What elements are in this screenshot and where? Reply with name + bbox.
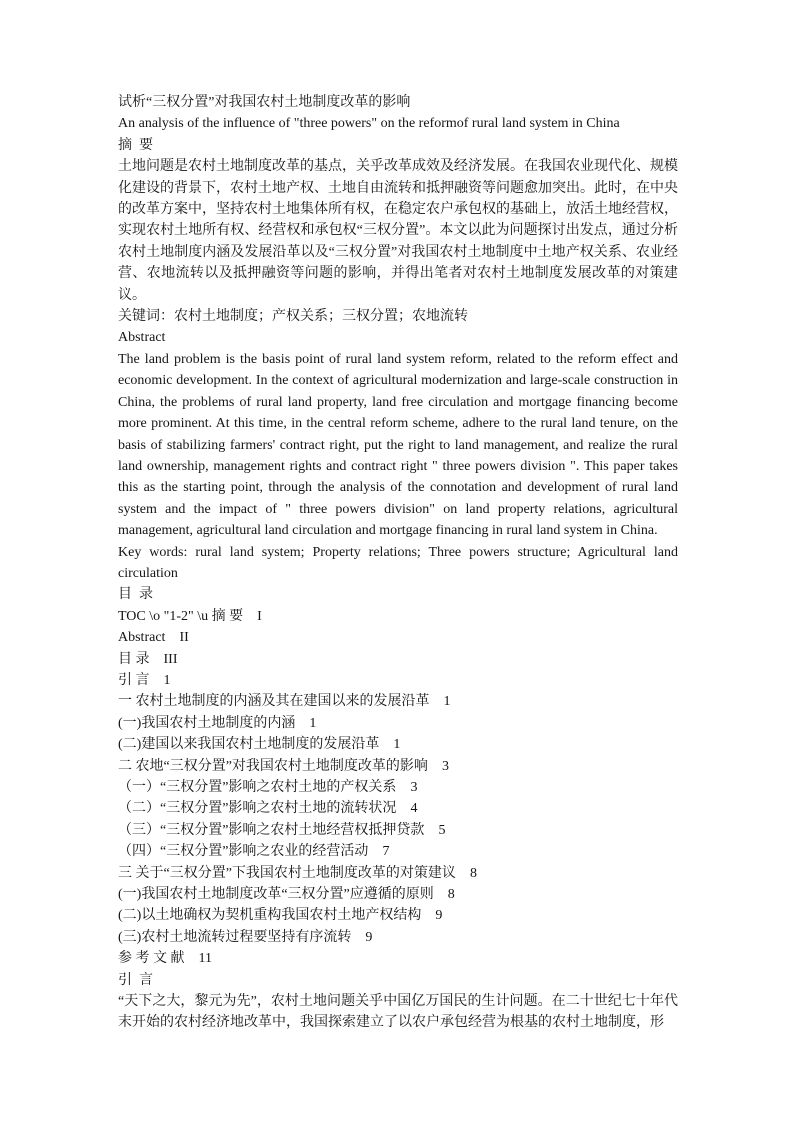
- toc-row: [118, 841, 678, 862]
- abstract-cn-body: 土地问题是农村土地制度改革的基点，关乎改革成效及经济发展。在我国农业现代化、规模化建设的背景下，农村土地产权、土地自由流转和抵押融资等问题愈加突出。此时，在中央的改革方案中，坚持农村土地集体所有权，在稳定农户承包权的基础上，放活土地经营权，实现农村土地所有权、经营权和承包权“三权分置”。本文以此为问题探讨出发点，通过分析农村土地制度内涵及发展沿革以及“三权分置”对我国农村土地制度中土地产权关系、农业经营、农地流转以及抵押融资等问题的影响，并得出笔者对农村土地制度发展改革的对策建议。: [118, 159, 678, 303]
- toc-entry-page: 9: [365, 929, 373, 945]
- toc-row: [118, 798, 678, 819]
- toc-list: [118, 606, 678, 970]
- toc-entry-page: 7: [382, 844, 390, 860]
- toc-row: [118, 627, 678, 648]
- toc-entry-page: III: [163, 651, 178, 667]
- toc-row: [118, 884, 678, 905]
- toc-entry-label: 三 关于“三权分置”下我国农村土地制度改革的对策建议: [118, 865, 456, 881]
- toc-entry-page: 1: [309, 715, 317, 731]
- toc-entry-label: （一）“三权分置”影响之农村土地的产权关系: [118, 780, 397, 795]
- toc-entry-page: 8: [469, 865, 477, 881]
- toc-entry-label: 目 录: [118, 651, 150, 667]
- toc-row: [118, 905, 678, 926]
- paper-title-cn: 试析“三权分置”对我国农村土地制度改革的影响: [118, 95, 411, 110]
- paper-title-en: An analysis of the influence of "three powers" on the reformof rural land system in China: [118, 116, 620, 132]
- toc-entry-page: 1: [163, 672, 171, 688]
- document-page: [118, 92, 678, 1034]
- toc-entry-label: 引 言: [118, 672, 150, 688]
- toc-row: [118, 777, 678, 798]
- toc-entry-label: （四）“三权分置”影响之农业的经营活动: [118, 844, 369, 860]
- toc-row: [118, 691, 678, 712]
- toc-entry-page: 3: [410, 780, 418, 795]
- toc-entry-label: 二 农地“三权分置”对我国农村土地制度改革的影响: [118, 758, 428, 774]
- toc-row: [118, 820, 678, 841]
- toc-entry-page: 1: [443, 694, 451, 710]
- toc-entry-page: 8: [447, 887, 455, 903]
- toc-entry-page: II: [179, 630, 189, 646]
- toc-row: [118, 606, 678, 627]
- keywords-en: Key words: rural land system; Property relations; Three powers structure; Agricultural land circulation: [118, 544, 678, 581]
- toc-entry-page: 3: [441, 758, 449, 774]
- toc-row: [118, 927, 678, 948]
- toc-row: [118, 649, 678, 670]
- toc-heading: 目 录: [118, 587, 153, 603]
- toc-entry-page: 1: [393, 737, 401, 753]
- toc-entry-label: （三）“三权分置”影响之农村土地经营权抵押贷款: [118, 822, 425, 838]
- toc-row: [118, 948, 678, 969]
- toc-row: [118, 670, 678, 691]
- toc-entry-label: (三)农村土地流转过程要坚持有序流转: [118, 929, 352, 945]
- toc-entry-label: 参 考 文 献: [118, 951, 185, 967]
- toc-entry-label: TOC \o "1-2" \u 摘 要: [118, 608, 244, 624]
- toc-entry-page: 4: [410, 801, 418, 817]
- toc-entry-label: （二）“三权分置”影响之农村土地的流转状况: [118, 801, 397, 817]
- abstract-cn-heading: 摘 要: [118, 137, 153, 153]
- toc-entry-label: (二)以土地确权为契机重构我国农村土地产权结构: [118, 908, 422, 924]
- toc-entry-page: 9: [435, 908, 443, 924]
- toc-row: [118, 863, 678, 884]
- toc-row: [118, 713, 678, 734]
- toc-entry-label: (二)建国以来我国农村土地制度的发展沿革: [118, 737, 380, 753]
- keywords-cn: 关键词：农村土地制度；产权关系；三权分置；农地流转: [118, 309, 468, 325]
- toc-entry-page: I: [257, 608, 262, 624]
- toc-entry-label: 一 农村土地制度的内涵及其在建国以来的发展沿革: [118, 694, 430, 710]
- toc-entry-page: 11: [198, 951, 212, 967]
- toc-entry-label: (一)我国农村土地制度改革“三权分置”应遵循的原则: [118, 887, 434, 903]
- toc-entry-label: (一)我国农村土地制度的内涵: [118, 715, 296, 731]
- toc-entry-page: 5: [438, 822, 446, 838]
- introduction-body: “天下之大，黎元为先”，农村土地问题关乎中国亿万国民的生计问题。在二十世纪七十年代末开始的农村经济地改革中，我国探索建立了以农户承包经营为根基的农村土地制度，形: [118, 994, 678, 1031]
- toc-row: [118, 756, 678, 777]
- abstract-en-heading: Abstract: [118, 330, 166, 346]
- abstract-en-body: The land problem is the basis point of rural land system reform, related to the reform effect and economic development. In the context of agricultural modernization and large-scale construction in China, the problems of rural land property, land free circulation and mortgage financing become more prominent. At this time, in the central reform scheme, adhere to the rural land tenure, on the basis of stabilizing farmers' contract right, put the right to land management, and realize the rural land ownership, management rights and contract right " three powers division ". This paper takes this as the starting point, through the analysis of the connotation and development of rural land system and the impact of " three powers division" on land property relations, agricultural management, agricultural land circulation and mortgage financing in rural land system in China.: [118, 351, 678, 539]
- toc-entry-label: Abstract: [118, 630, 166, 646]
- introduction-heading: 引 言: [118, 972, 153, 988]
- toc-row: [118, 734, 678, 755]
